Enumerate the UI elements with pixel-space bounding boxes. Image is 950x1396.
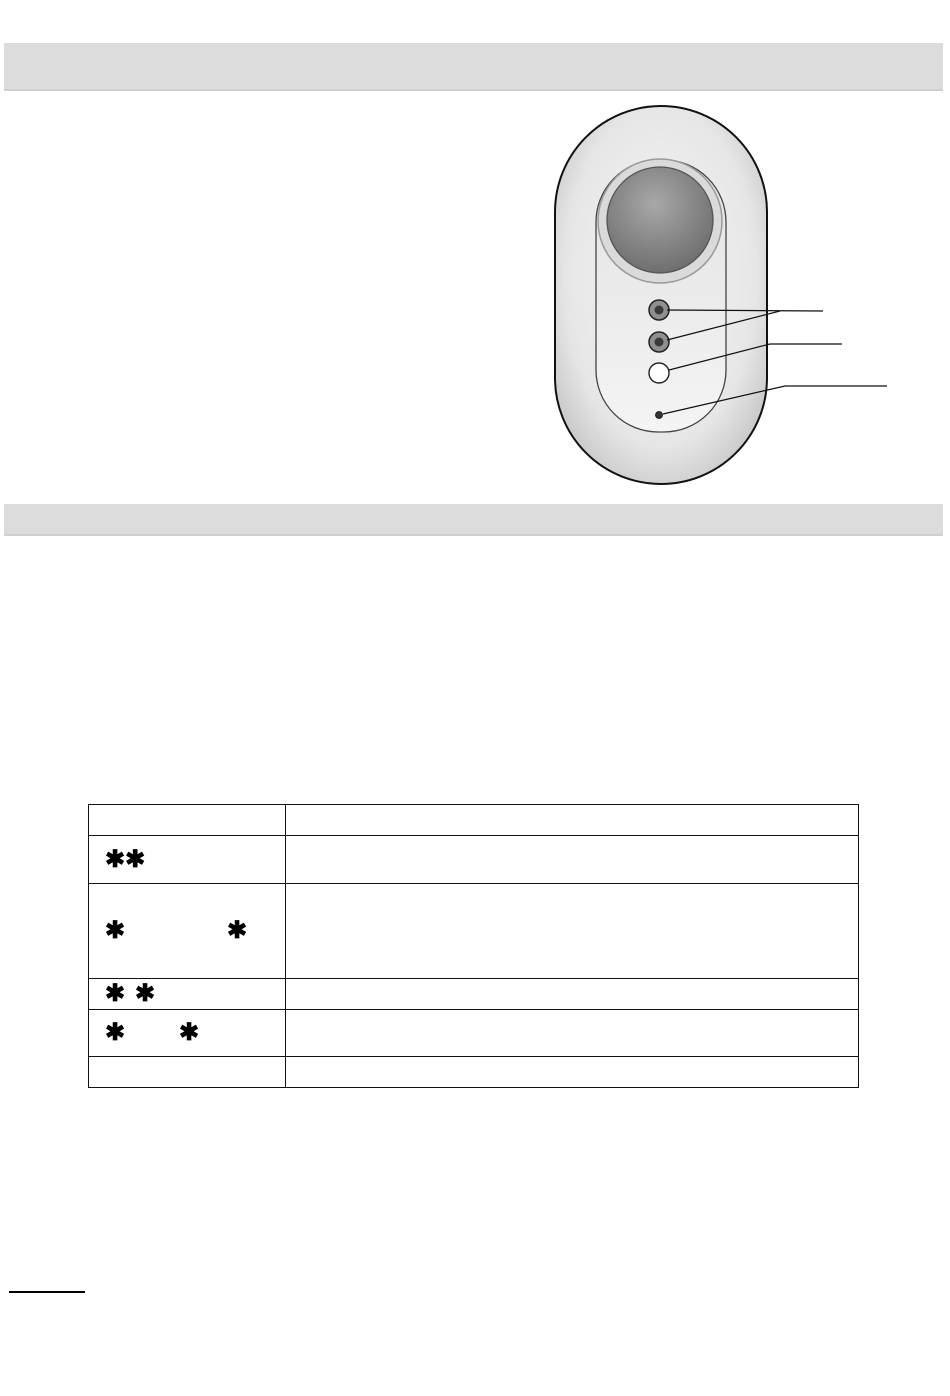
sensor-button <box>649 363 669 383</box>
table-cell-desc <box>286 1010 859 1057</box>
table-cell-desc <box>286 979 859 1010</box>
asterisk-mark: ✱ <box>105 980 126 1007</box>
section-header-band-2 <box>4 504 943 536</box>
motion-sensor-illustration <box>550 104 895 488</box>
table-cell-header-2 <box>286 805 859 836</box>
table-cell-desc <box>286 836 859 884</box>
asterisk-mark: ✱ <box>135 980 156 1007</box>
table-cell-marks <box>89 979 286 1010</box>
pir-lens <box>607 167 713 273</box>
led-indicator-1-core <box>655 306 664 315</box>
asterisk-mark: ✱✱ <box>105 845 146 873</box>
table-cell-marks <box>89 884 286 979</box>
table-row <box>89 1057 859 1088</box>
table-cell-marks <box>89 1057 286 1088</box>
table-cell-marks <box>89 836 286 884</box>
underline-rule <box>9 1291 85 1293</box>
table-row <box>89 979 859 1010</box>
section-header-band <box>4 43 943 91</box>
asterisk-mark: ✱ <box>105 917 126 944</box>
led-status-table <box>88 804 859 1088</box>
table-row <box>89 1010 859 1057</box>
table-cell-desc <box>286 884 859 979</box>
table-row <box>89 805 859 836</box>
table-cell-header-1 <box>89 805 286 836</box>
asterisk-mark: ✱ <box>179 1019 200 1046</box>
led-indicator-2-core <box>655 338 664 347</box>
pinhole <box>656 412 663 419</box>
table-cell-marks <box>89 1010 286 1057</box>
table-row <box>89 884 859 979</box>
table-cell-desc <box>286 1057 859 1088</box>
asterisk-mark: ✱ <box>227 917 248 944</box>
table-row <box>89 836 859 884</box>
asterisk-mark: ✱ <box>105 1019 126 1046</box>
